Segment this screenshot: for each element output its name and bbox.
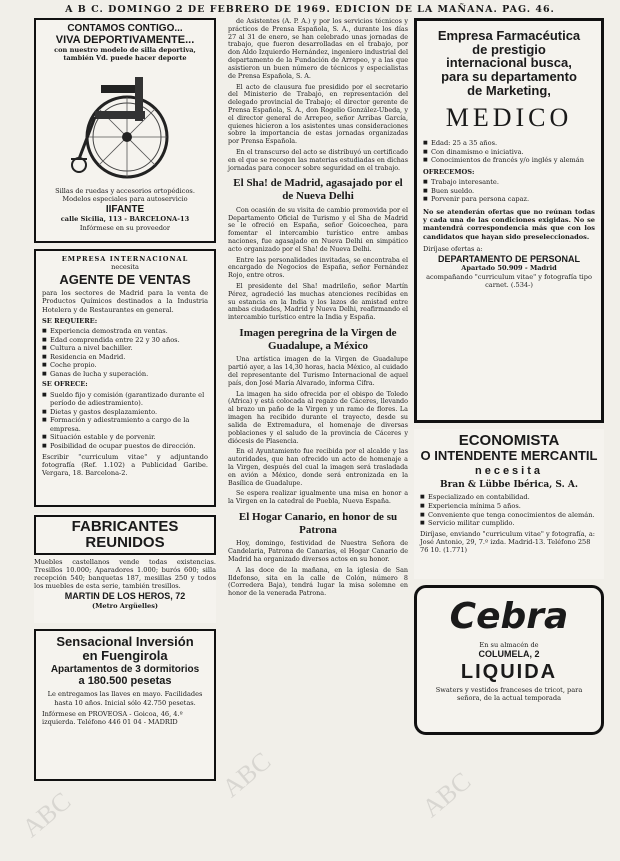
ad-note: No se atenderán ofertas que no reúnan todas y cada una de las condiciones exigidas. No se mantendrá correspondencia más que con los candidatos que hayan sido preseleccionados.	[423, 207, 595, 241]
ad-text: Le entregamos las llaves en mayo. Facilidades hasta 10 años. Inicial sólo 42.750 pesetas.	[47, 690, 203, 707]
requires-list	[42, 327, 208, 378]
article-delhi	[228, 177, 408, 322]
ad-line: en Fuengirola	[82, 647, 168, 663]
middle-column	[228, 18, 408, 601]
list-item: ■ Edad: 25 a 35 años.	[423, 139, 595, 148]
ad-footer: Diríjase, enviando "curriculum vitae" y fotografía, a: José Antonio, 29, 7.º izda. Madrid-13. Teléfono 258 76 10. (1.771)	[420, 529, 596, 555]
paragraph: Entre las personalidades invitadas, se encontraba el encargado de Negocios de España, señor Fernández Rojo, entre otros.	[228, 255, 408, 280]
paragraph: La imagen ha sido ofrecida por el obispo de Toledo (Africa) y está colocada al regazo de Cáceres, llevando al brazo un paño de la Virgen y un ramo de flores. La imagen ha recibido durante el trayecto, desde su salida de Extremadura, el homenaje de diversas poblaciones y el saludo de la provincia de Cáceres y diócesis de Plasencia.	[228, 389, 408, 445]
ad-line: VIVA DEPORTIVAMENTE...	[55, 33, 195, 46]
list-item: ■ Con dinamismo e iniciativa.	[423, 148, 595, 157]
list-item: ■ Porvenir para persona capaz.	[423, 195, 595, 204]
paragraph: En el transcurso del acto se distribuyó un certificado en el que se recogen las materias estudiadas en dichas jornadas para conocer sobre seguridad en el trabajo.	[228, 148, 408, 172]
paragraph: Con ocasión de su visita de cambio promovida por el Departamento Oficial de Turismo y el Sha de Madrid se le ofreció en España, señor Goicoechea, para fomentar el intercambio turístico entre ambas naciones, fue agasajado en Nueva Delhi en simpático acto organizado por el Sha! de Nueva Delhi.	[228, 205, 408, 253]
list-item: ■ Especializado en contabilidad.	[420, 493, 598, 502]
ad-line: Sensacional Inversión	[56, 634, 194, 649]
direct-label: Diríjase ofertas a:	[423, 244, 483, 253]
ad-line: Apartamentos de 3 dormitorios	[50, 664, 200, 676]
wheelchair-ad	[34, 18, 216, 243]
list-item: ■ Edad comprendida entre 22 y 30 años.	[42, 336, 208, 345]
headline: El Sha! de Madrid, agasajado por el de Nueva Delhi	[233, 177, 403, 203]
fabricantes-ad	[34, 513, 216, 623]
watermark: ABC	[216, 746, 277, 803]
economista-ad	[414, 429, 604, 579]
watermark: ABC	[16, 786, 77, 843]
ad-line: O INTENDENTE MERCANTIL	[420, 447, 598, 463]
ad-line: En su almacén de	[479, 641, 539, 649]
list-item: ■ Servicio militar cumplido.	[420, 519, 598, 528]
brand-name: IIFANTE	[105, 203, 145, 215]
cebra-ad	[414, 585, 604, 735]
ad-intro: para los sectores de Madrid para la venta de Productos Químicos destinados a la Industria Hotelera y de Restaurantes en general.	[42, 289, 208, 314]
list-item: ■ Formación y adiestramiento a cargo de la empresa.	[42, 416, 208, 433]
page-header: A B C. DOMINGO 2 DE FEBRERO DE 1969. EDICION DE LA MAÑANA. PAG. 46.	[65, 4, 555, 15]
ad-footer: acompañando "curriculum vitae" y fotografía tipo carnet. (.534-)	[426, 272, 592, 289]
offers-label: SE OFRECE:	[42, 380, 88, 389]
offers-list	[423, 178, 595, 204]
list-item: ■ Cultura a nivel bachiller.	[42, 344, 208, 353]
ad-line: de Marketing,	[467, 82, 551, 98]
ad-address: MARTIN DE LOS HEROS, 72	[64, 591, 186, 602]
list-item: ■ Dietas y gastos desplazamiento.	[42, 408, 208, 417]
ad-contact: Infórmese en PROVEOSA - Goicoa, 46, 4.º izquierda. Teléfono 446 01 04 - MADRID	[42, 709, 183, 727]
ad-title: LIQUIDA	[460, 661, 558, 684]
list-item: ■ Buen sueldo.	[423, 187, 595, 196]
list-item: ■ Situación estable y de porvenir.	[42, 433, 208, 442]
ad-company: Bran & Lübbe Ibérica, S. A.	[440, 480, 578, 491]
ad-text: Swaters y vestidos franceses de tricot, para señora, de la actual temporada	[435, 686, 583, 703]
paragraph: Se espera realizar igualmente una misa en honor a la Virgen en la catedral de Puebla, Nueva España.	[228, 489, 408, 506]
paragraph: de Asistentes (A. P. A.) y por los servicios técnicos y prácticos de Prensa Española, S. A., durante los días 27 al 31 de enero, se han celebrado unas jornadas de trabajo, que fueron desarrolladas en el trabajo, por don Aldo Izquierdo Hernández, ingeniero industrial del departamento de la Fundación de Arrepeo, y a las que asistieron un buen número de técnicos y especialistas de Prensa Española, S. A.	[228, 17, 408, 80]
agente-ventas-ad	[34, 249, 216, 507]
paragraph: En el Ayuntamiento fue recibida por el alcalde y las autoridades, que han ofrecido un acto de homenaje a la Virgen, después del cual la imagen será trasladada en avión a México, donde será entronizada en la Basílica de Guadalupe.	[228, 447, 408, 487]
ad-line: ECONOMISTA	[458, 432, 560, 449]
ad-company: EMPRESA INTERNACIONAL	[61, 255, 189, 263]
ad-department: DEPARTAMENTO DE PERSONAL	[437, 253, 580, 264]
left-column	[34, 18, 216, 787]
ad-title: FABRICANTES REUNIDOS	[34, 515, 216, 555]
ad-footer: Escribir "curriculum vitae" y adjuntando fotografía (Ref. 1.102) a Publicidad Garibe. Vergara, 18. Barcelona-2.	[42, 452, 208, 478]
headline: El Hogar Canario, en honor de su Patrona	[238, 511, 398, 536]
requires-label: SE REQUIERE:	[42, 316, 98, 325]
ad-address: Apartado 50.909 - Madrid	[461, 264, 557, 273]
ad-metro: (Metro Argüelles)	[91, 601, 159, 610]
ad-address: calle Sicilia, 113 - BARCELONA-13	[60, 215, 190, 224]
article-guadalupe	[228, 327, 408, 506]
list-item: ■ Sueldo fijo y comisión (garantizado durante el período de adiestramiento).	[42, 391, 208, 408]
ad-caption: Sillas de ruedas y accesorios ortopédicos. Modelos especiales para autoservicio	[55, 186, 195, 203]
requirements-list	[420, 493, 598, 527]
paragraph: A las doce de la mañana, en la iglesia de San Ildefonso, sita en la calle de Colón, número 8 (Corredera Baja), tendrá lugar la misa solemne en honor de la venerada Patrona.	[228, 565, 408, 598]
requirements-list	[423, 139, 595, 165]
medico-ad	[414, 18, 604, 423]
list-item: ■ Trabajo interesante.	[423, 178, 595, 187]
ad-line: de prestigio	[472, 41, 546, 57]
list-item: ■ Conocimientos de francés y/o inglés y alemán	[423, 156, 595, 165]
right-column	[414, 18, 604, 741]
ad-line: CONTAMOS CONTIGO...	[67, 23, 183, 34]
list-item: ■ Conveniente que tenga conocimientos de alemán.	[420, 511, 598, 520]
ad-line: Empresa Farmacéutica	[437, 28, 581, 43]
list-item: ■ Experiencia mínima 5 años.	[420, 502, 598, 511]
paragraph: El acto de clausura fue presidido por el secretario del Ministerio de Trabajo, en representación del delegado provincial de Trabajo; el director gerente de Prensa Española, S. A., don Rogelio González-Ubeda, y el director general de Arrepeo, señor Arribas García, quienes hicieron a los asistentes unas consideraciones sobre la importancia de estas jornadas organizadas por Prensa Española.	[228, 82, 408, 146]
watermark: ABC	[416, 766, 477, 823]
list-item: ■ Experiencia demostrada en ventas.	[42, 327, 208, 336]
paragraph: El presidente del Sha! madrileño, señor Martín Pérez, agradeció las muchas atenciones recibidas en su estancia en la India y los lazos de amistad entre ambas ciudades, Madrid y Nueva Delhi, reafirmando el intercambio turístico entre la India y España.	[228, 282, 408, 322]
ad-line: internacional busca,	[446, 55, 572, 71]
offers-list	[42, 391, 208, 451]
wheelchair-icon	[65, 67, 185, 183]
list-item: ■ Ganas de lucha y superación.	[42, 370, 208, 379]
list-item: ■ Coche propio.	[42, 361, 208, 370]
ad-necesita: necesita	[474, 465, 544, 478]
ad-line: con nuestro modelo de silla deportiva, también Vd. puede hacer deporte	[54, 46, 196, 63]
paragraph: Una artística imagen de la Virgen de Guadalupe partió ayer, a las 14,30 horas, hacia México, al cuidado del representante del Turismo Internacional de aquel país, don José María Alvarado, informa Cifra.	[228, 355, 408, 387]
ad-footer: Infórmese en su proveedor	[79, 223, 171, 232]
ad-address: COLUMELA, 2	[478, 649, 540, 660]
list-item: ■ Residencia en Madrid.	[42, 353, 208, 362]
headline: Imagen peregrina de la Virgen de Guadalupe, a México	[239, 327, 397, 352]
article-top	[228, 18, 408, 172]
ad-line: para su departamento	[441, 68, 577, 84]
ad-text: Muebles castellanos vende todas existencias. Tresillos 10.000; Aparadores 1.000; burós 600; silla recepción 540; banquetas 187, mesillas 250 y todos los muebles de esta serie, también tresillos.	[34, 557, 216, 591]
brand-logo: Cebra	[449, 596, 569, 637]
article-canario	[228, 511, 408, 598]
ad-necesita: necesita	[111, 263, 139, 272]
offers-label: OFRECEMOS:	[423, 167, 475, 176]
paragraph: Hoy, domingo, festividad de Nuestra Señora de Candelaria, Patrona de Canarias, el Hogar Canario de Madrid ha organizado diversos actos en su honor.	[228, 539, 408, 563]
fuengirola-ad	[34, 629, 216, 781]
ad-title: MEDICO	[445, 103, 573, 133]
list-item: ■ Posibilidad de ocupar puestos de dirección.	[42, 442, 208, 451]
ad-price: a 180.500 pesetas	[78, 674, 172, 687]
ad-title: AGENTE DE VENTAS	[59, 272, 191, 288]
